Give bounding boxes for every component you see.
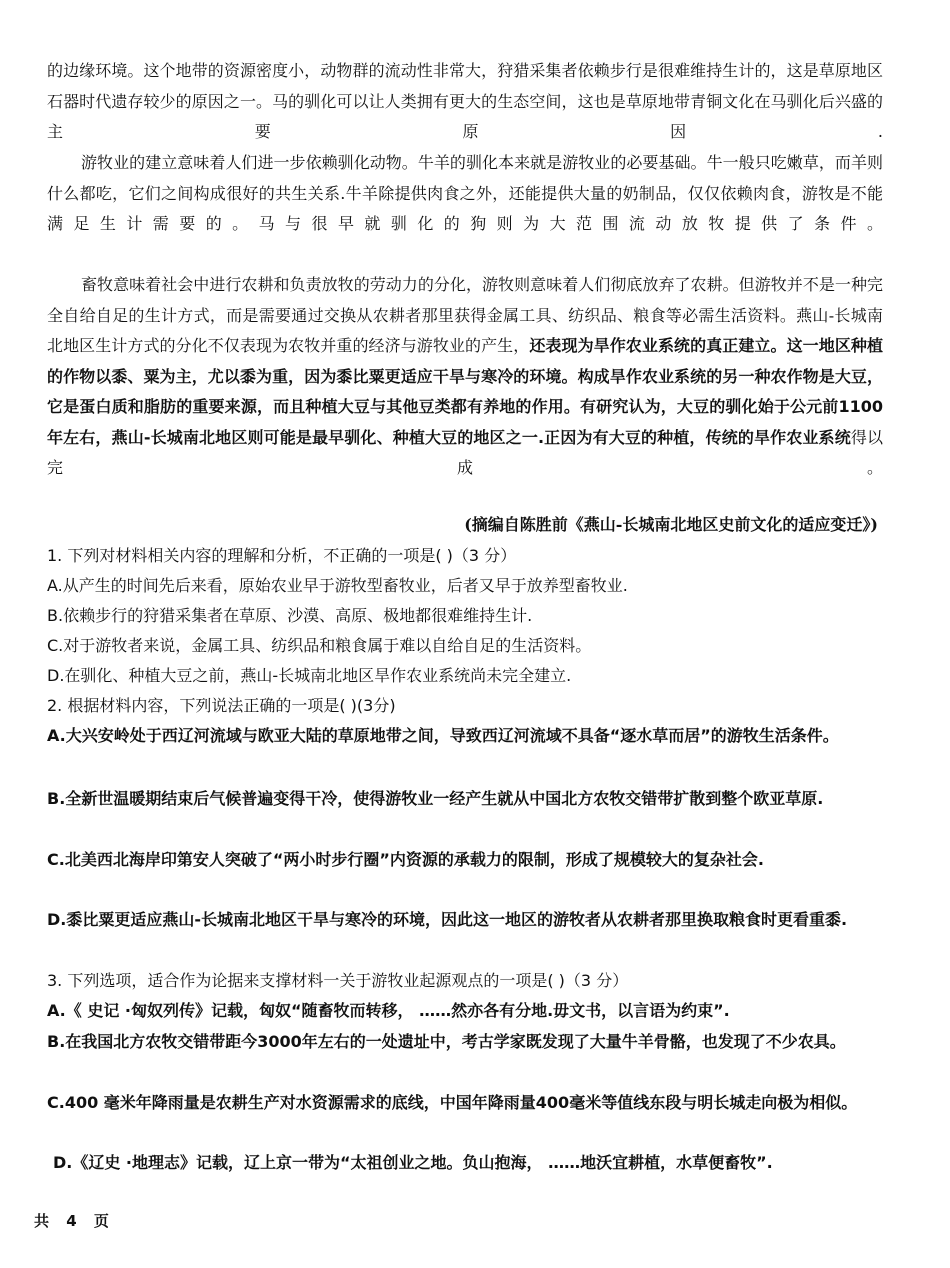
q1-option-d: D.在驯化、种植大豆之前，燕山-长城南北地区旱作农业系统尚未完全建立. — [47, 666, 572, 685]
q2-option-c: C.北美西北海岸印第安人突破了“两小时步行圈”内资源的承载力的限制，形成了规模较大的复杂社会. — [47, 850, 764, 869]
passage-paragraph-2: 游牧业的建立意味着人们进一步依赖驯化动物。牛羊的驯化本来就是游牧业的必要基础。牛一般只吃嫩草，而羊则什么都吃，它们之间构成很好的共生关系.牛羊除提供肉食之外，还能提供大量的奶制品，仅仅依赖肉食，游牧是不能满足生计需要的。马与很早就驯化的狗则为大范围流动放牧提供了条件。 — [47, 153, 883, 233]
q2-option-d: D.黍比粟更适应燕山-长城南北地区干旱与寒冷的环境，因此这一地区的游牧者从农耕者那里换取粮食时更看重黍. — [47, 910, 848, 929]
q1-option-b: B.依赖步行的狩猎采集者在草原、沙漠、高原、极地都很难维持生计. — [47, 606, 533, 625]
q3-option-b: B.在我国北方农牧交错带距今3000年左右的一处遗址中，考古学家既发现了大量牛羊骨骼，也发现了不少农具。 — [47, 1032, 846, 1051]
q2-option-b: B.全新世温暖期结束后气候普遍变得干冷，使得游牧业一经产生就从中国北方农牧交错带扩散到整个欧亚草原. — [47, 789, 824, 808]
source-citation: (摘编自陈胜前《燕山-长城南北地区史前文化的适应变迁》) — [464, 515, 878, 534]
q2-option-a: A.大兴安岭处于西辽河流域与欧亚大陆的草原地带之间，导致西辽河流域不具备“逐水草而居”的游牧生活条件。 — [47, 726, 839, 745]
q1-option-a: A.从产生的时间先后来看，原始农业早于游牧型畜牧业，后者又早于放养型畜牧业. — [47, 576, 628, 595]
q1-stem: 1. 下列对材料相关内容的理解和分析，不正确的一项是( )（3 分） — [47, 546, 517, 565]
paragraph-3-tail-text: 得以完成。 — [47, 427, 883, 477]
page-count-footer: 共 4 页 — [34, 1212, 115, 1230]
q3-option-a: A.《 史记 ·匈奴列传》记载，匈奴“随畜牧而转移， ……然亦各有分地.毋文书，以言语为约束”. — [47, 1001, 730, 1020]
paragraph-3-bold-text: 还表现为旱作农业系统的真正建立。这一地区种植的作物以黍、粟为主，尤以黍为重，因为黍比粟更适应干旱与寒冷的环境。构成旱作农业系统的另一种农作物是大豆，它是蛋白质和脂肪的重要来源，而且种植大豆与其他豆类都有养地的作用。有研究认为，大豆的驯化始于公元前1100年左右，燕山-长城南北地区则可能是最早驯化、种植大豆的地区之一.正因为有大豆的种植，传统的旱作农业系统 — [47, 336, 883, 447]
q3-option-d: D.《辽史 ·地理志》记载，辽上京一带为“太祖创业之地。负山抱海， ……地沃宜耕植，水草便畜牧”. — [53, 1153, 773, 1172]
passage-paragraph-3 — [47, 270, 883, 484]
q3-stem: 3. 下列选项，适合作为论据来支撑材料一关于游牧业起源观点的一项是( )（3 分） — [47, 971, 629, 990]
passage-paragraph-1: 的边缘环境。这个地带的资源密度小，动物群的流动性非常大，狩猎采集者依赖步行是很难维持生计的，这是草原地区石器时代遗存较少的原因之一。马的驯化可以让人类拥有更大的生态空间，这也是草原地带青铜文化在马驯化后兴盛的主要原因. — [47, 61, 883, 141]
q3-option-c: C.400 毫米年降雨量是农耕生产对水资源需求的底线，中国年降雨量400毫米等值线东段与明长城走向极为相似。 — [47, 1093, 858, 1112]
paragraph-3-normal-text: 畜牧意味着社会中进行农耕和负责放牧的劳动力的分化，游牧则意味着人们彻底放弃了农耕。但游牧并不是一种完全自给自足的生计方式，而是需要通过交换从农耕者那里获得金属工具、纺织品、粮食等必需生活资料。燕山-长城南北地区生计方式的分化不仅表现为农牧并重的经济与游牧业的产生， — [47, 275, 883, 355]
q1-option-c: C.对于游牧者来说，金属工具、纺织品和粮食属于难以自给自足的生活资料。 — [47, 636, 592, 655]
q2-stem: 2. 根据材料内容，下列说法正确的一项是( )(3分) — [47, 696, 396, 715]
